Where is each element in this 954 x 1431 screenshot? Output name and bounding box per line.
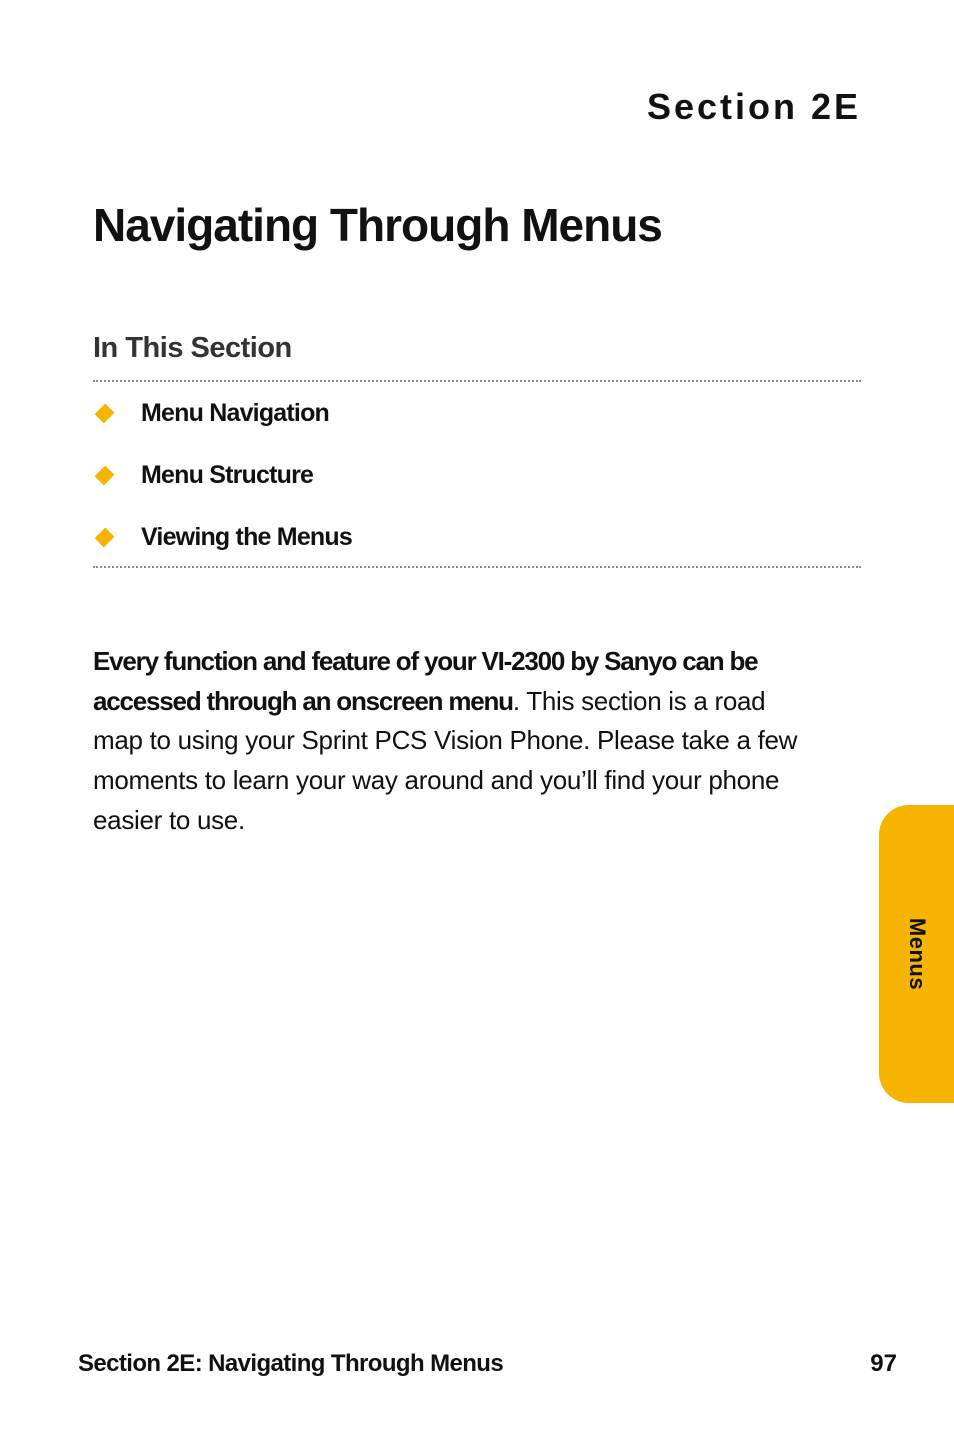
divider-bottom	[93, 566, 861, 568]
toc-item-viewing-the-menus[interactable]: Viewing the Menus	[141, 523, 352, 551]
side-tab-label: Menus	[904, 917, 930, 991]
side-tab-menus[interactable]	[879, 805, 954, 1103]
section-label: Section 2E	[646, 86, 861, 127]
in-this-section-heading: In This Section	[93, 332, 292, 364]
diamond-bullet-icon	[95, 466, 115, 486]
intro-paragraph	[93, 642, 813, 841]
intro-bold-text: Every function and feature of your VI-2300 by Sanyo can be accessed through an onscreen menu	[93, 646, 758, 716]
list-item[interactable]	[93, 458, 861, 520]
toc-item-menu-navigation[interactable]: Menu Navigation	[141, 399, 330, 427]
divider-top	[93, 380, 861, 382]
diamond-bullet-icon	[95, 404, 115, 424]
footer-section-title: Section 2E: Navigating Through Menus	[78, 1350, 504, 1377]
diamond-bullet-icon	[95, 528, 115, 548]
intro-body-text: . This section is a road map to using your Sprint PCS Vision Phone. Please take a few moments to learn your way around and you’ll find your phone easier to use.	[93, 685, 798, 835]
page-title: Navigating Through Menus	[93, 199, 662, 251]
list-item[interactable]	[93, 520, 861, 582]
section-contents-list	[93, 396, 861, 582]
toc-item-menu-structure[interactable]: Menu Structure	[141, 461, 314, 489]
page-number: 97	[870, 1350, 897, 1377]
list-item[interactable]	[93, 396, 861, 458]
